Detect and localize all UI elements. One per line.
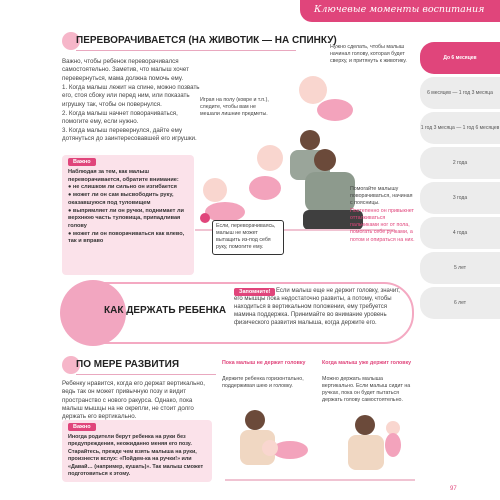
baby-body — [385, 433, 401, 457]
section2-title: КАК ДЕРЖАТЬ РЕБЕНКА — [104, 305, 227, 316]
col1-title: Пока малыш не держит головку — [222, 360, 306, 366]
mother-head — [300, 130, 320, 150]
baby-head — [203, 178, 227, 202]
tab-age-4[interactable]: 3 года — [420, 182, 500, 214]
baby-head — [262, 440, 278, 456]
baby-body — [317, 99, 353, 121]
mother-head — [245, 410, 265, 430]
section2-text: Если малыш еще не держит головку, значит, его мышцы пока недостаточно развиты, а потому, чтобы находиться в вертикальном положении, ему требуется мамина поддержка. Принимайте во внимание уровень физического развития малыша, когда держите его. — [234, 288, 400, 327]
baby-body — [249, 176, 281, 200]
tab-age-6[interactable]: 5 лет — [420, 252, 500, 284]
tab-age-1[interactable]: 6 месяцев — 1 год 3 месяца — [420, 77, 500, 109]
caption-top: Нужно сделать, чтобы малыш начинал голову, которая будет сверху, и притянуть к животику. — [330, 44, 407, 65]
remember-badge: Запомните! — [234, 288, 275, 296]
section1-title: ПЕРЕВОРАЧИВАЕТСЯ (НА ЖИВОТИК — НА СПИНКУ) — [76, 35, 337, 46]
tab-age-0[interactable]: До 6 месяцев — [420, 42, 500, 74]
caption-bottom: Если, переворачиваясь, малыш не может вытащить из-под себя руку, помогите ему. — [212, 220, 284, 255]
important-box — [62, 155, 194, 275]
tab-age-7[interactable]: 6 лет — [420, 287, 500, 319]
baby-head — [386, 421, 400, 435]
tab-age-5[interactable]: 4 года — [420, 217, 500, 249]
important-item: ● может ли он сам высвободить руку, оказавшуюся под туловищем — [68, 192, 174, 206]
important-badge: Важно — [68, 423, 96, 431]
toy-icon — [200, 213, 210, 223]
important-item: ● выпрямляет ли он ручки, поднимает ли верхнюю часть туловища, припадливая голову — [68, 207, 184, 230]
section1-step1: 1. Когда малыш лежит на спине, можно позвать его, стоя сбоку или перед ним, или показать игрушку так, чтобы он повернулся. — [62, 84, 200, 108]
caption-help: Помогайте малышу поворачиваться, начиная с поясницы. — [350, 186, 413, 207]
important-intro: Наблюдая за тем, как малыш переворачивается, обратите внимание: — [68, 169, 179, 183]
divider — [76, 374, 216, 375]
mother-body — [348, 435, 384, 470]
baby-head — [257, 145, 283, 171]
holding-baby-illustration — [215, 400, 420, 490]
important-text: Иногда родители берут ребенка на руки без предупреждения, неожиданно меняя его позу. Старайтесь, прежде чем взять малыша на руки, произнести вслух: «Пойдем-ка на ручки!» или «Давай… (например, кушать)». Так малыш сможет подготовиться к этому. — [68, 434, 204, 478]
important-badge: Важно — [68, 158, 96, 166]
baby-body — [205, 202, 245, 222]
tab-age-2[interactable]: 1 год 3 месяца — 1 год 6 месяцев — [420, 112, 500, 144]
mother-body — [305, 172, 355, 212]
col2-text: Можно держать малыша вертикально. Если малыш сидит на ручках, пока он будет пытаться держать голову самостоятельно. — [322, 376, 411, 404]
header-title: Ключевые моменты воспитания — [314, 4, 485, 15]
important-item: ● не слишком ли сильно он изгибается — [68, 184, 177, 191]
mother-head — [314, 149, 336, 171]
section1-intro: Важно, чтобы ребенок переворачивался самостоятельно. Заметив, что малыш хочет перевернуться, мама должна помочь ему. — [62, 58, 189, 82]
page-number: 97 — [450, 486, 457, 492]
important-item: ● может ли он поворачиваться как влево, так и вправо — [68, 230, 185, 245]
col1-text: Держите ребенка горизонтально, поддерживая шею и головку. — [222, 376, 304, 390]
mother-head — [355, 415, 375, 435]
col2-title: Когда малыш уже держит головку — [322, 360, 412, 366]
caption-play: Играя на полу (ковре и т.п.), следите, чтобы вам не мешали лишние предметы. — [200, 97, 269, 118]
section3-text: Ребенку нравится, когда его держат вертикально, ведь так он может привычную позу и видит пространство с нового ракурса. Однако, пока малыш мышцы на не окрепли, не стоит долго держать его вертикально. — [62, 380, 205, 421]
age-tabs — [420, 42, 500, 322]
section1-step3: 3. Когда малыш перевернулся, дайте ему дотянуться до заинтересовавшей его игрушки. — [62, 127, 197, 143]
section1-step2: 2. Когда малыш начнет поворачиваться, помогите ему, если нужно. — [62, 110, 178, 126]
important-box-2 — [62, 420, 212, 482]
caption-pink: Постепенно он привыкнет отталкиваться пальчиками ног от пола, помогать себе ручками, а потом и опираться на них. — [350, 208, 415, 243]
baby-head — [299, 76, 327, 104]
section3-title: ПО МЕРЕ РАЗВИТИЯ — [76, 359, 180, 370]
tab-age-3[interactable]: 2 года — [420, 147, 500, 179]
